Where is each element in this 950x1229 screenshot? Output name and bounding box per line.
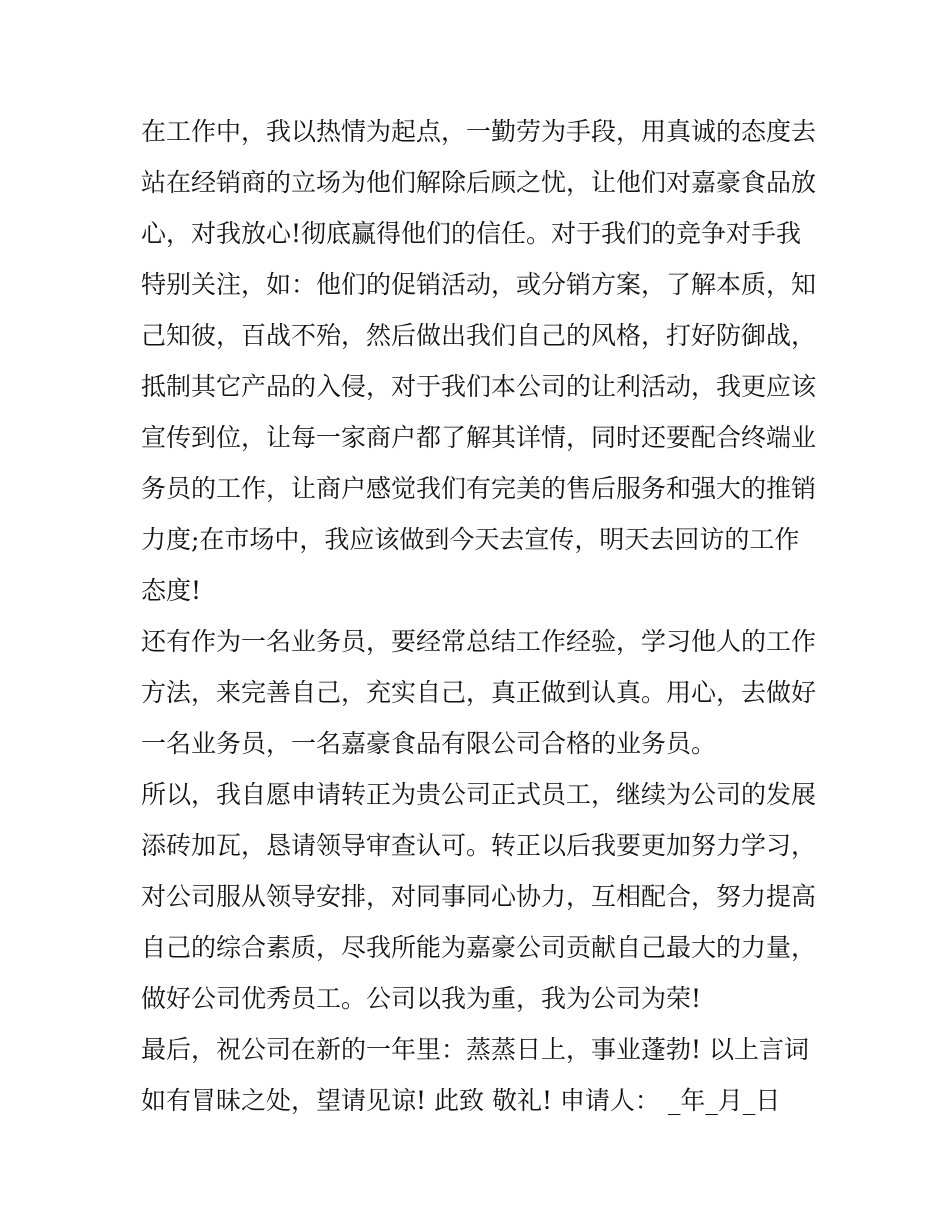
text-line: 己知彼，百战不殆，然后做出我们自己的风格，打好防御战， <box>141 321 817 350</box>
text-line: 做好公司优秀员工。公司以我为重，我为公司为荣! <box>141 984 702 1013</box>
text-line: 站在经销商的立场为他们解除后顾之忧，让他们对嘉豪食品放 <box>141 168 817 197</box>
text-line: 还有作为一名业务员，要经常总结工作经验，学习他人的工作 <box>141 627 817 656</box>
text-line: 如有冒昧之处，望请见谅! 此致 敬礼! 申请人： _年_月_日 <box>141 1086 781 1115</box>
text-line: 自己的综合素质，尽我所能为嘉豪公司贡献自己最大的力量， <box>141 933 817 962</box>
text-line: 力度;在市场中，我应该做到今天去宣传，明天去回访的工作 <box>141 525 800 554</box>
text-line: 所以，我自愿申请转正为贵公司正式员工，继续为公司的发展 <box>141 780 817 809</box>
text-line: 宣传到位，让每一家商户都了解其详情，同时还要配合终端业 <box>141 423 817 452</box>
text-line: 在工作中，我以热情为起点，一勤劳为手段，用真诚的态度去 <box>141 117 817 146</box>
body-text <box>141 106 821 1126</box>
text-line: 心，对我放心!彻底赢得他们的信任。对于我们的竞争对手我 <box>141 219 802 248</box>
text-line: 务员的工作，让商户感觉我们有完美的售后服务和强大的推销 <box>141 474 817 503</box>
text-line: 抵制其它产品的入侵，对于我们本公司的让利活动，我更应该 <box>141 372 817 401</box>
text-line: 特别关注，如：他们的促销活动，或分销方案，了解本质，知 <box>141 270 817 299</box>
text-line: 最后，祝公司在新的一年里：蒸蒸日上，事业蓬勃! 以上言词 <box>141 1035 809 1064</box>
text-line: 方法，来完善自己，充实自己，真正做到认真。用心，去做好 <box>141 678 817 707</box>
text-line: 态度! <box>141 576 202 605</box>
text-line: 添砖加瓦，恳请领导审查认可。转正以后我要更加努力学习， <box>141 831 817 860</box>
text-line: 对公司服从领导安排，对同事同心协力，互相配合，努力提高 <box>141 882 817 911</box>
text-line: 一名业务员，一名嘉豪食品有限公司合格的业务员。 <box>141 729 717 758</box>
